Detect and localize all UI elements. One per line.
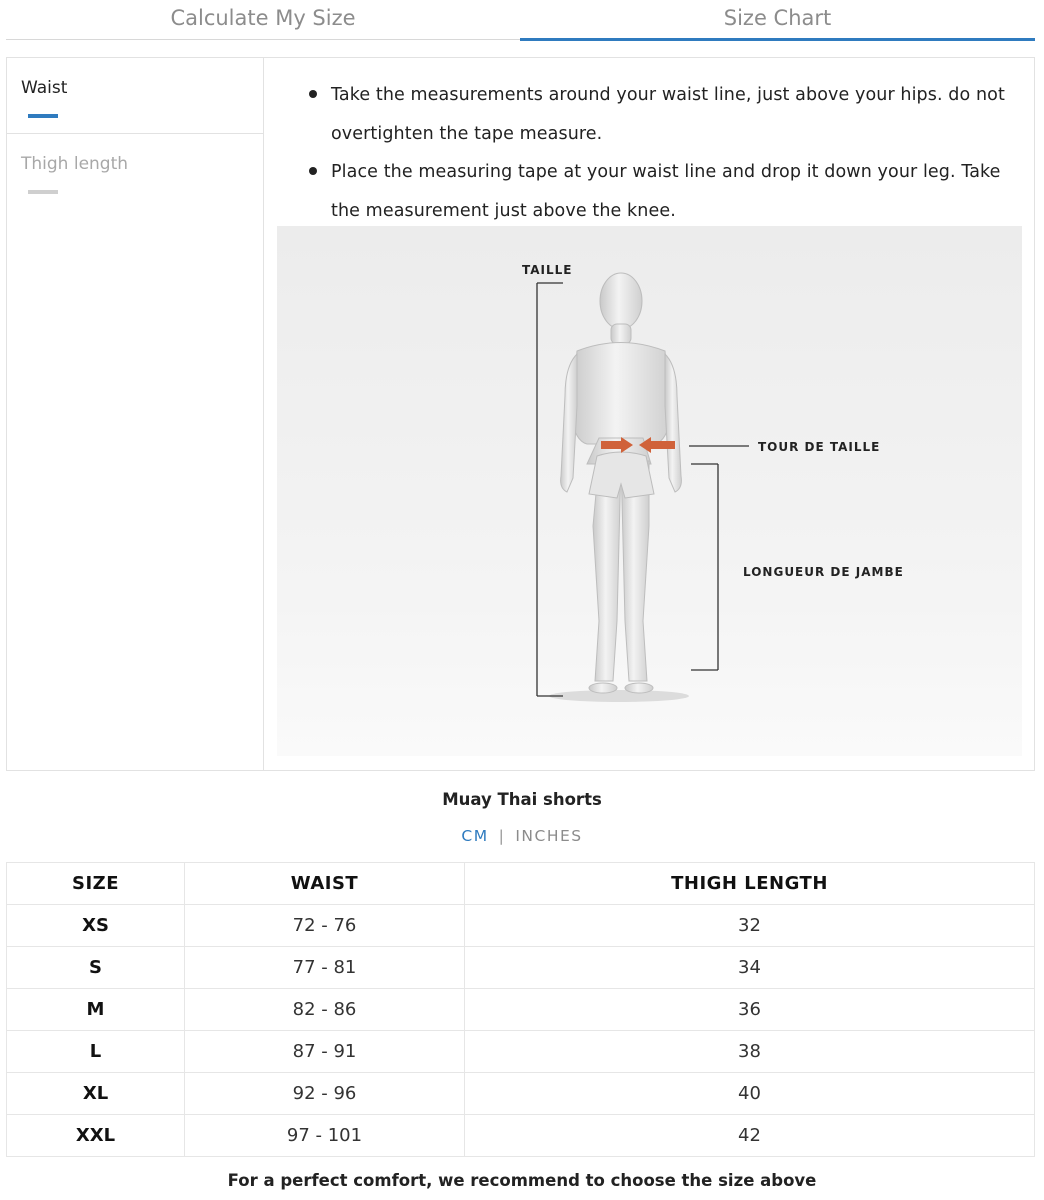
product-title: Muay Thai shorts <box>442 790 602 809</box>
waist-cell: 72 - 76 <box>185 905 465 947</box>
waist-label: TOUR DE TAILLE <box>758 440 881 454</box>
size-tabs <box>6 0 1035 40</box>
size-cell: L <box>7 1031 185 1073</box>
body-figure-svg <box>277 226 1022 756</box>
instruction-item: Take the measurements around your waist line, just above your hips. do not overtighten the tape measure. <box>309 76 1021 153</box>
instruction-list <box>309 76 1021 230</box>
waist-cell: 82 - 86 <box>185 989 465 1031</box>
leg-length-label: LONGUEUR DE JAMBE <box>743 565 904 579</box>
table-row <box>7 1031 1035 1073</box>
table-row <box>7 989 1035 1031</box>
table-row <box>7 947 1035 989</box>
measure-item-label: Waist <box>21 78 68 98</box>
header-size: SIZE <box>7 863 185 905</box>
table-row <box>7 1115 1035 1157</box>
unit-separator: | <box>498 827 506 845</box>
size-cell: S <box>7 947 185 989</box>
measurement-illustration <box>277 226 1022 756</box>
active-tab-indicator <box>520 38 1035 41</box>
waist-cell: 92 - 96 <box>185 1073 465 1115</box>
table-header-row <box>7 863 1035 905</box>
unit-cm-button[interactable]: CM <box>461 827 489 845</box>
measurement-panel <box>263 57 1035 771</box>
floor-shadow <box>549 690 689 702</box>
header-waist: WAIST <box>185 863 465 905</box>
waist-cell: 77 - 81 <box>185 947 465 989</box>
thigh-length-cell: 32 <box>465 905 1035 947</box>
waist-cell: 87 - 91 <box>185 1031 465 1073</box>
thigh-length-cell: 38 <box>465 1031 1035 1073</box>
measure-item-thigh-length[interactable] <box>7 134 264 210</box>
size-recommendation-note: For a perfect comfort, we recommend to choose the size above <box>227 1171 817 1190</box>
thigh-length-cell: 42 <box>465 1115 1035 1157</box>
inactive-measure-indicator <box>28 190 58 194</box>
size-table <box>6 862 1035 1157</box>
table-row <box>7 905 1035 947</box>
size-cell: XS <box>7 905 185 947</box>
active-measure-indicator <box>28 114 58 118</box>
waist-cell: 97 - 101 <box>185 1115 465 1157</box>
thigh-length-cell: 40 <box>465 1073 1035 1115</box>
unit-switch <box>0 827 1044 845</box>
unit-inches-button[interactable]: INCHES <box>515 827 583 845</box>
tab-calculate-my-size[interactable]: Calculate My Size <box>170 6 356 30</box>
thigh-length-cell: 34 <box>465 947 1035 989</box>
thigh-length-cell: 36 <box>465 989 1035 1031</box>
table-row <box>7 1073 1035 1115</box>
height-label: TAILLE <box>522 263 573 277</box>
instruction-item: Place the measuring tape at your waist line and drop it down your leg. Take the measurement just above the knee. <box>309 153 1021 230</box>
measurement-list <box>6 57 264 771</box>
measure-item-label: Thigh length <box>21 154 129 174</box>
measure-item-waist[interactable] <box>7 58 264 134</box>
header-thigh-length: THIGH LENGTH <box>465 863 1035 905</box>
size-cell: XXL <box>7 1115 185 1157</box>
size-cell: XL <box>7 1073 185 1115</box>
tab-size-chart[interactable]: Size Chart <box>723 6 832 30</box>
size-cell: M <box>7 989 185 1031</box>
